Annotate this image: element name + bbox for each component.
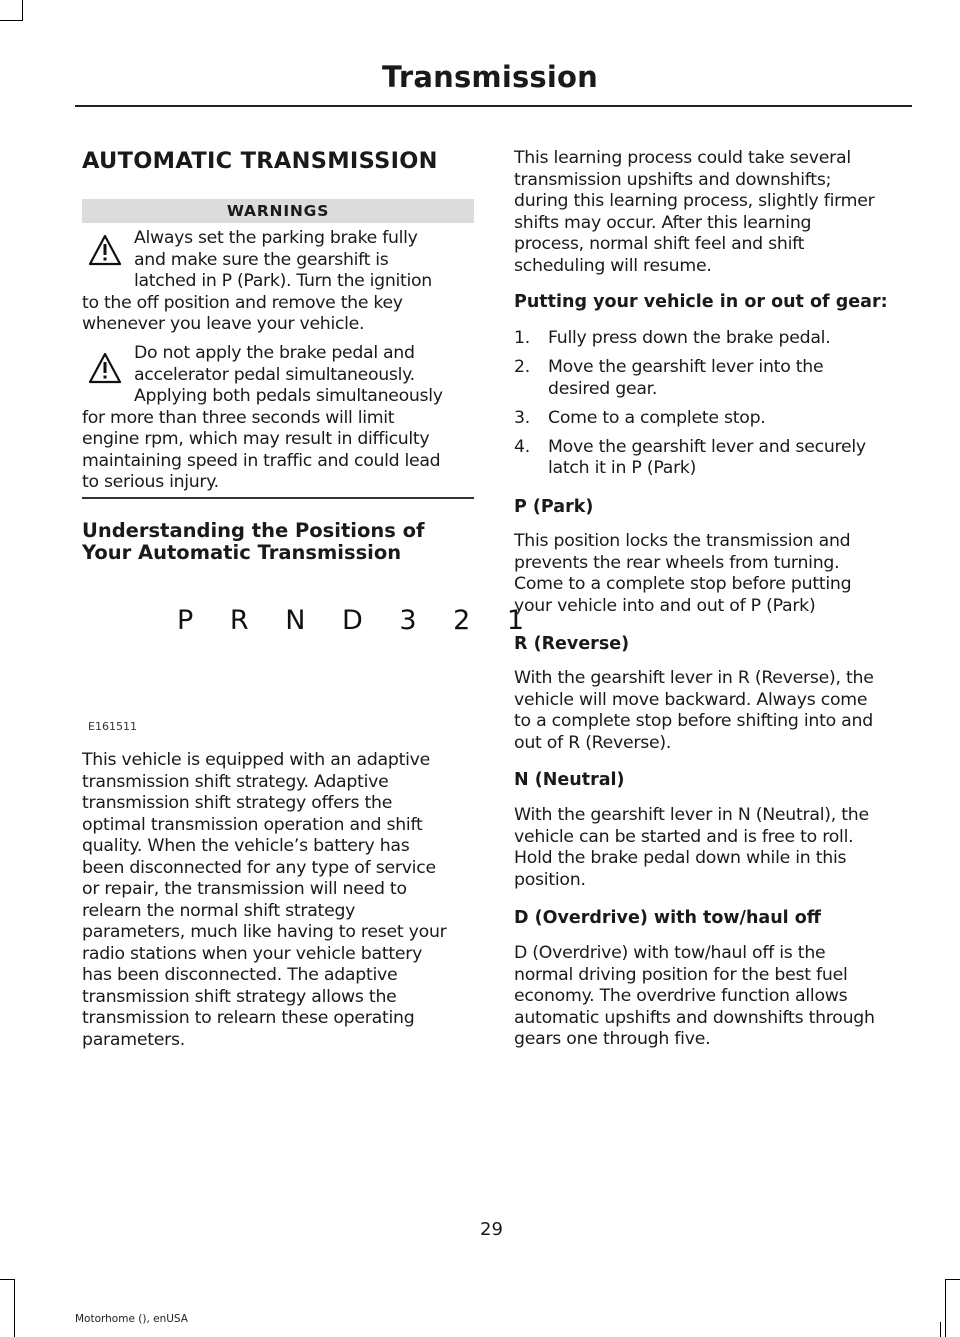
list-number: 3. (514, 407, 530, 428)
paragraph-line: scheduling will resume. (514, 255, 712, 276)
list-line: Come to a complete stop. (548, 407, 766, 428)
list-number: 1. (514, 328, 530, 348)
neutral-heading: N (Neutral) (514, 770, 625, 790)
list-line: desired gear. (548, 378, 658, 399)
paragraph-line: vehicle can be started and is free to roll. (514, 826, 854, 847)
warning-1-line: to the off position and remove the key (82, 292, 403, 313)
paragraph-line: quality. When the vehicle’s battery has (82, 836, 410, 856)
section-divider (82, 497, 474, 499)
subheading-line: Your Automatic Transmission (82, 541, 402, 564)
paragraph-line: transmission shift strategy allows the (82, 986, 397, 1007)
paragraph-line: relearn the normal shift strategy (82, 900, 356, 921)
paragraph-line: shifts may occur. After this learning (514, 212, 812, 233)
warning-1-line: whenever you leave your vehicle. (82, 314, 365, 334)
paragraph-line: With the gearshift lever in R (Reverse), the (514, 668, 874, 688)
warning-2-text (82, 343, 474, 494)
page-heading: AUTOMATIC TRANSMISSION (82, 148, 438, 174)
warning-1-line: and make sure the gearshift is (134, 249, 389, 270)
overdrive-heading: D (Overdrive) with tow/haul off (514, 908, 821, 928)
overdrive-paragraph (514, 943, 908, 1051)
list-number: 2. (514, 357, 530, 377)
warning-2-line: accelerator pedal simultaneously. (134, 364, 415, 385)
list-item (514, 408, 908, 430)
list-item (514, 328, 908, 350)
paragraph-line: out of R (Reverse). (514, 732, 672, 753)
gear-heading: Putting your vehicle in or out of gear: (514, 292, 888, 312)
paragraph-line: This learning process could take several (514, 148, 851, 168)
paragraph-line: Hold the brake pedal down while in this (514, 848, 847, 868)
list-line: Move the gearshift lever and securely (548, 436, 866, 457)
warning-2-line: engine rpm, which may result in difficulty (82, 429, 430, 449)
warning-2-line: Applying both pedals simultaneously (134, 386, 443, 406)
subheading-line: Understanding the Positions of (82, 519, 425, 542)
subheading (82, 520, 425, 564)
crop-mark-bottom-left-vertical (14, 1279, 15, 1337)
warning-1-line: latched in P (Park). Turn the ignition (134, 271, 432, 291)
paragraph-line: radio stations when your vehicle battery (82, 943, 423, 964)
warning-2-line: maintaining speed in traffic and could lead (82, 450, 441, 471)
crop-mark-top-left (0, 20, 22, 21)
paragraph-line: normal driving position for the best fuel (514, 964, 848, 985)
list-number: 4. (514, 436, 530, 457)
paragraph-line: economy. The overdrive function allows (514, 986, 848, 1006)
paragraph-line: has been disconnected. The adaptive (82, 965, 398, 985)
paragraph-line: position. (514, 869, 586, 890)
crop-mark-bottom-left (0, 1279, 14, 1280)
warning-2-line: for more than three seconds will limit (82, 407, 395, 428)
paragraph-line: optimal transmission operation and shift (82, 814, 423, 835)
adaptive-strategy-paragraph (82, 750, 474, 1051)
park-heading: P (Park) (514, 497, 594, 517)
paragraph-line: This vehicle is equipped with an adaptive (82, 750, 431, 770)
paragraph-line: D (Overdrive) with tow/haul off is the (514, 943, 826, 963)
paragraph-line: transmission to relearn these operating (82, 1008, 415, 1028)
paragraph-line: transmission upshifts and downshifts; (514, 169, 832, 190)
paragraph-line: to a complete stop before shifting into and (514, 711, 873, 731)
gear-position-display: P R N D 3 2 1 (177, 605, 539, 636)
section-title: Transmission (382, 60, 598, 94)
warning-1-line: Always set the parking brake fully (134, 228, 418, 248)
paragraph-line: automatic upshifts and downshifts through (514, 1007, 875, 1028)
paragraph-line: transmission shift strategy. Adaptive (82, 771, 389, 792)
paragraph-line: or repair, the transmission will need to (82, 879, 407, 899)
list-line: Move the gearshift lever into the (548, 357, 824, 377)
warning-2-line: to serious injury. (82, 472, 219, 492)
warning-2-line: Do not apply the brake pedal and (134, 343, 415, 363)
edition-label: Motorhome (), enUSA (75, 1313, 188, 1325)
paragraph-line: Come to a complete stop before putting (514, 574, 852, 594)
paragraph-line: transmission shift strategy offers the (82, 793, 393, 813)
list-line: latch it in P (Park) (548, 458, 697, 478)
list-item (514, 437, 908, 480)
paragraph-line: parameters. (82, 1029, 185, 1050)
crop-mark-bottom-right (945, 1279, 960, 1280)
paragraph-line: With the gearshift lever in N (Neutral), the (514, 805, 869, 825)
crop-mark-top-left-vertical (22, 0, 23, 21)
warning-1-text (82, 228, 474, 336)
gear-position-figure (82, 575, 539, 755)
paragraph-line: gears one through five. (514, 1029, 711, 1049)
reverse-heading: R (Reverse) (514, 634, 630, 654)
header-rule (75, 105, 912, 107)
page-number: 29 (480, 1219, 503, 1240)
paragraph-line: been disconnected for any type of service (82, 857, 436, 878)
paragraph-line: during this learning process, slightly firmer (514, 191, 875, 211)
warnings-label: WARNINGS (82, 199, 474, 223)
paragraph-line: vehicle will move backward. Always come (514, 689, 868, 710)
paragraph-line: parameters, much like having to reset your (82, 922, 447, 942)
learning-process-paragraph (514, 148, 908, 277)
crop-mark-bottom-right-vertical (945, 1279, 946, 1337)
figure-id: E161511 (88, 720, 137, 733)
reverse-paragraph (514, 668, 908, 754)
list-line: Fully press down the brake pedal. (548, 328, 831, 348)
neutral-paragraph (514, 805, 908, 891)
gear-steps-list (514, 328, 908, 487)
paragraph-line: your vehicle into and out of P (Park) (514, 595, 816, 616)
crop-mark-bottom-tick (940, 1322, 941, 1337)
paragraph-line: This position locks the transmission and (514, 531, 851, 551)
list-item (514, 357, 908, 400)
paragraph-line: process, normal shift feel and shift (514, 234, 805, 254)
park-paragraph (514, 531, 908, 617)
paragraph-line: prevents the rear wheels from turning. (514, 552, 840, 573)
